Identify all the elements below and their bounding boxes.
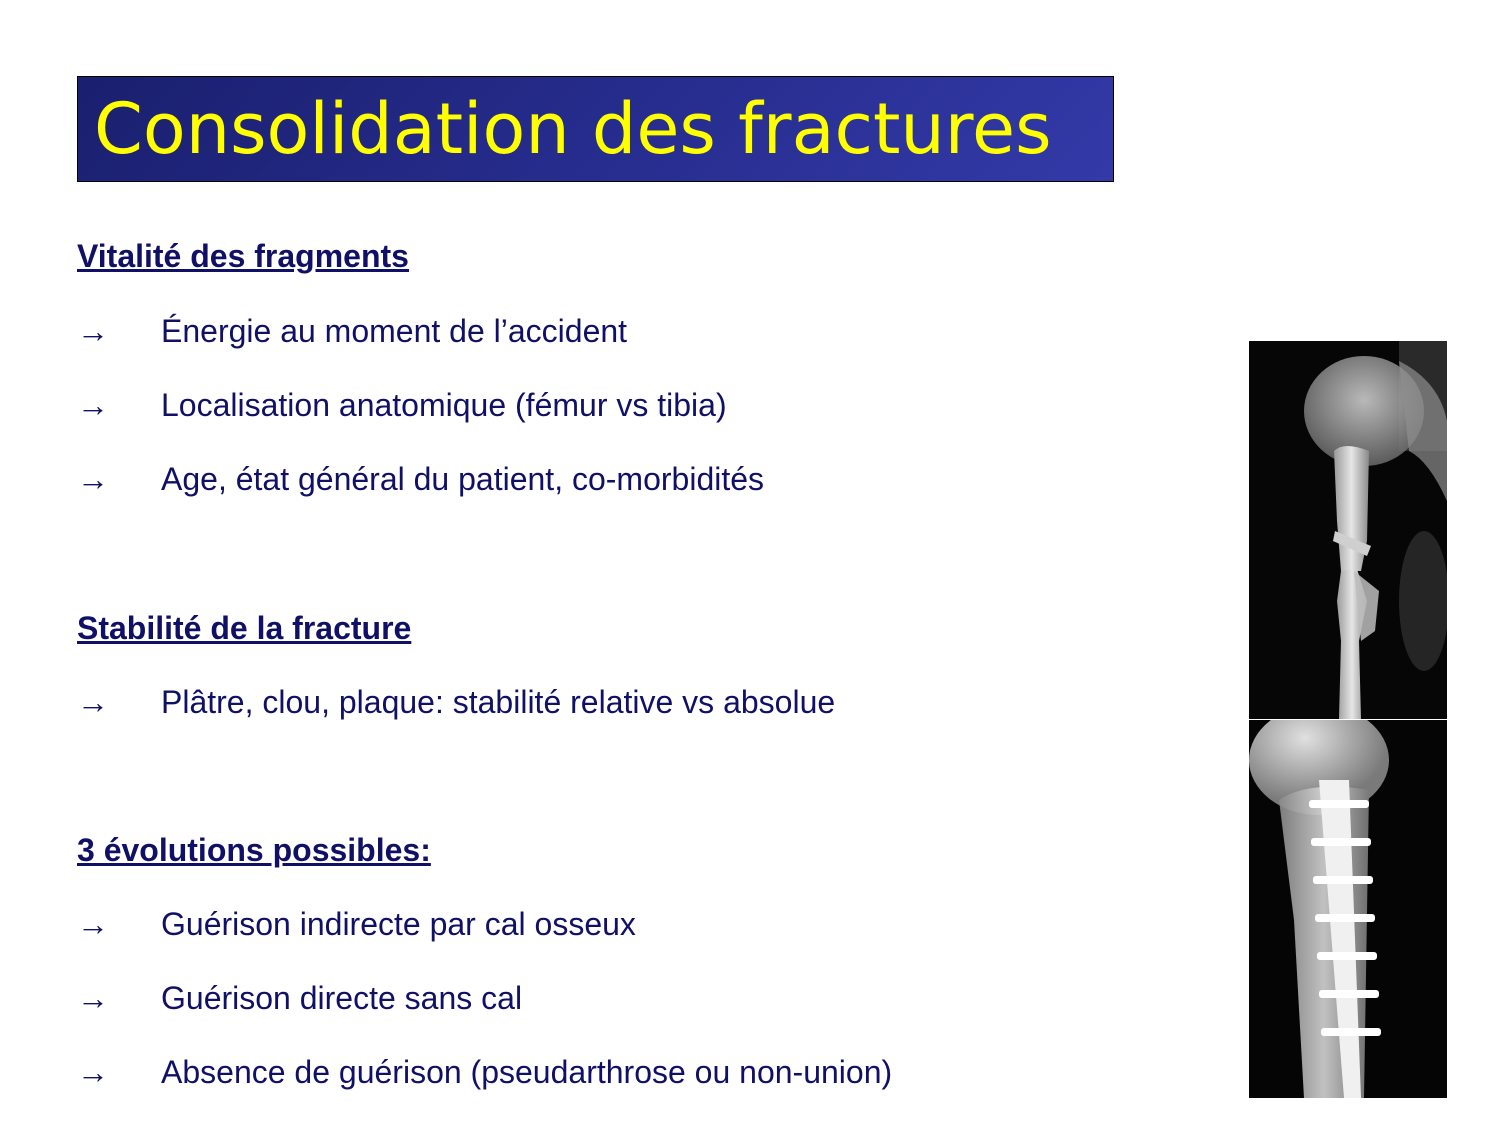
arrow-icon: →	[77, 906, 109, 942]
xray-fracture-drawing	[1249, 341, 1447, 719]
bullet-text: Énergie au moment de l’accident	[161, 313, 628, 349]
arrow-icon: →	[77, 1054, 109, 1090]
bullet-text: Guérison indirecte par cal osseux	[161, 906, 636, 942]
arrow-icon: →	[77, 387, 109, 423]
slide-title: Consolidation des fractures	[94, 88, 1052, 170]
arrow-icon: →	[77, 980, 109, 1016]
title-bar	[77, 76, 1114, 182]
arrow-icon: →	[77, 461, 109, 497]
bullet-text: Age, état général du patient, co-morbidités	[161, 461, 765, 497]
bullet-text: Absence de guérison (pseudarthrose ou non-union)	[161, 1054, 893, 1090]
section-heading-vitalite: Vitalité des fragments	[77, 238, 409, 274]
bullet-text: Plâtre, clou, plaque: stabilité relative vs absolue	[161, 684, 836, 720]
xray-plate-image	[1249, 720, 1447, 1098]
section-heading-stabilite: Stabilité de la fracture	[77, 610, 412, 646]
bullet-text: Localisation anatomique (fémur vs tibia)	[161, 387, 727, 423]
arrow-icon: →	[77, 684, 109, 720]
section-heading-evolutions: 3 évolutions possibles:	[77, 832, 431, 868]
xray-fracture-image	[1249, 341, 1447, 719]
bullet-text: Guérison directe sans cal	[161, 980, 523, 1016]
arrow-icon: →	[77, 313, 109, 349]
xray-plate-drawing	[1249, 720, 1447, 1098]
